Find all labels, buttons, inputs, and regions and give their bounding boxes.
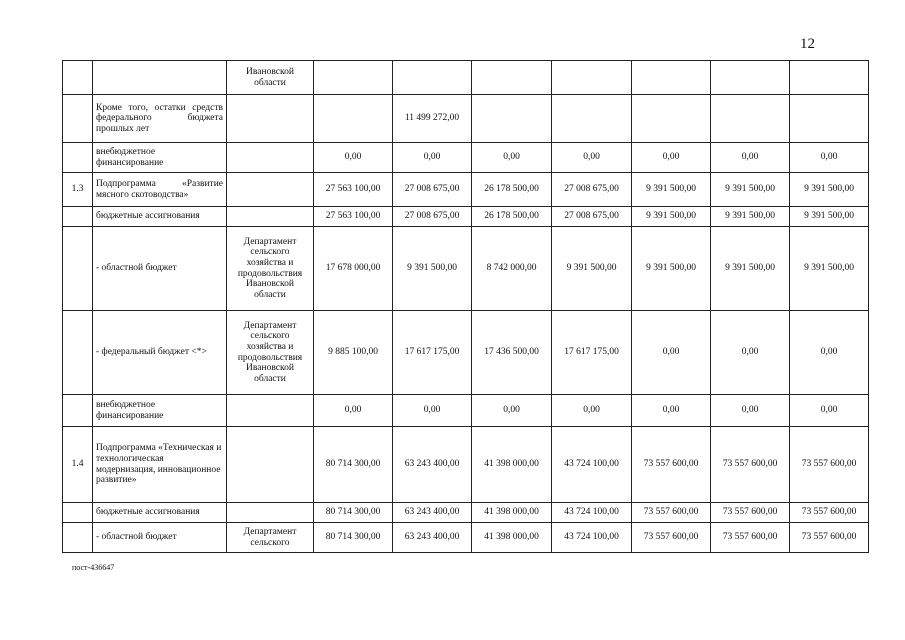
amount-cell: 9 885 100,00 xyxy=(314,311,393,395)
amount-cell xyxy=(632,95,711,143)
page-number: 12 xyxy=(800,36,815,52)
amount-cell: 0,00 xyxy=(790,395,869,427)
row-index xyxy=(63,503,93,523)
table-row xyxy=(63,95,869,143)
amount-cell: 27 563 100,00 xyxy=(314,173,393,207)
amount-cell: 26 178 500,00 xyxy=(472,173,552,207)
amount-cell: 0,00 xyxy=(790,311,869,395)
amount-cell: 0,00 xyxy=(711,143,790,173)
amount-cell: 0,00 xyxy=(393,395,472,427)
amount-cell: 27 008 675,00 xyxy=(552,207,632,227)
amount-cell: 9 391 500,00 xyxy=(632,173,711,207)
responsible-executor xyxy=(227,95,314,143)
responsible-executor: Департамент сельского хозяйства и продовольствия Ивановской области xyxy=(227,311,314,395)
amount-cell: 27 008 675,00 xyxy=(393,207,472,227)
amount-cell: 0,00 xyxy=(472,143,552,173)
amount-cell xyxy=(552,95,632,143)
amount-cell: 73 557 600,00 xyxy=(632,503,711,523)
amount-cell: 8 742 000,00 xyxy=(472,227,552,311)
amount-cell: 0,00 xyxy=(472,395,552,427)
amount-cell: 80 714 300,00 xyxy=(314,523,393,553)
table-row xyxy=(63,311,869,395)
amount-cell: 73 557 600,00 xyxy=(790,523,869,553)
amount-cell: 41 398 000,00 xyxy=(472,523,552,553)
amount-cell: 73 557 600,00 xyxy=(632,523,711,553)
table-row xyxy=(63,61,869,95)
amount-cell: 63 243 400,00 xyxy=(393,503,472,523)
amount-cell: 0,00 xyxy=(552,143,632,173)
amount-cell xyxy=(632,61,711,95)
amount-cell: 17 617 175,00 xyxy=(552,311,632,395)
amount-cell: 27 008 675,00 xyxy=(552,173,632,207)
amount-cell xyxy=(472,61,552,95)
amount-cell: 73 557 600,00 xyxy=(711,427,790,503)
table-row xyxy=(63,173,869,207)
responsible-executor: Департамент сельского xyxy=(227,523,314,553)
table-row xyxy=(63,523,869,553)
row-description: Подпрограмма «Развитие мясного скотоводства» xyxy=(93,173,227,207)
amount-cell: 43 724 100,00 xyxy=(552,427,632,503)
amount-cell: 73 557 600,00 xyxy=(790,427,869,503)
amount-cell xyxy=(711,95,790,143)
table-row xyxy=(63,227,869,311)
table-row xyxy=(63,503,869,523)
table-row xyxy=(63,427,869,503)
amount-cell: 63 243 400,00 xyxy=(393,427,472,503)
row-description: бюджетные ассигнования xyxy=(93,503,227,523)
row-description xyxy=(93,61,227,95)
amount-cell: 27 563 100,00 xyxy=(314,207,393,227)
table-row xyxy=(63,207,869,227)
budget-table xyxy=(62,60,869,553)
amount-cell: 9 391 500,00 xyxy=(711,227,790,311)
row-index xyxy=(63,227,93,311)
amount-cell: 27 008 675,00 xyxy=(393,173,472,207)
amount-cell: 0,00 xyxy=(711,311,790,395)
amount-cell xyxy=(711,61,790,95)
row-description: бюджетные ассигнования xyxy=(93,207,227,227)
row-index xyxy=(63,311,93,395)
amount-cell: 9 391 500,00 xyxy=(393,227,472,311)
amount-cell: 9 391 500,00 xyxy=(632,227,711,311)
amount-cell: 73 557 600,00 xyxy=(790,503,869,523)
amount-cell: 73 557 600,00 xyxy=(711,523,790,553)
amount-cell: 80 714 300,00 xyxy=(314,503,393,523)
amount-cell xyxy=(393,61,472,95)
amount-cell: 9 391 500,00 xyxy=(790,207,869,227)
amount-cell: 17 617 175,00 xyxy=(393,311,472,395)
amount-cell: 43 724 100,00 xyxy=(552,503,632,523)
row-index xyxy=(63,143,93,173)
amount-cell: 17 678 000,00 xyxy=(314,227,393,311)
amount-cell: 0,00 xyxy=(632,395,711,427)
amount-cell: 0,00 xyxy=(393,143,472,173)
amount-cell: 80 714 300,00 xyxy=(314,427,393,503)
amount-cell xyxy=(314,95,393,143)
amount-cell: 0,00 xyxy=(632,143,711,173)
responsible-executor: Департамент сельского хозяйства и продовольствия Ивановской области xyxy=(227,227,314,311)
amount-cell: 0,00 xyxy=(314,395,393,427)
row-description: - областной бюджет xyxy=(93,227,227,311)
row-index xyxy=(63,395,93,427)
amount-cell: 11 499 272,00 xyxy=(393,95,472,143)
amount-cell: 43 724 100,00 xyxy=(552,523,632,553)
row-description: внебюджетное финансирование xyxy=(93,143,227,173)
amount-cell: 41 398 000,00 xyxy=(472,503,552,523)
amount-cell: 0,00 xyxy=(314,143,393,173)
amount-cell: 9 391 500,00 xyxy=(711,207,790,227)
amount-cell: 26 178 500,00 xyxy=(472,207,552,227)
amount-cell xyxy=(790,61,869,95)
row-index: 1.3 xyxy=(63,173,93,207)
amount-cell: 17 436 500,00 xyxy=(472,311,552,395)
amount-cell: 9 391 500,00 xyxy=(552,227,632,311)
row-description: - федеральный бюджет <*> xyxy=(93,311,227,395)
amount-cell xyxy=(314,61,393,95)
amount-cell xyxy=(790,95,869,143)
responsible-executor: Ивановской области xyxy=(227,61,314,95)
responsible-executor xyxy=(227,143,314,173)
table-row xyxy=(63,143,869,173)
amount-cell: 0,00 xyxy=(632,311,711,395)
responsible-executor xyxy=(227,207,314,227)
amount-cell: 73 557 600,00 xyxy=(711,503,790,523)
amount-cell: 9 391 500,00 xyxy=(711,173,790,207)
row-index xyxy=(63,95,93,143)
table-row xyxy=(63,395,869,427)
responsible-executor xyxy=(227,503,314,523)
amount-cell xyxy=(472,95,552,143)
amount-cell: 0,00 xyxy=(711,395,790,427)
amount-cell: 9 391 500,00 xyxy=(790,173,869,207)
row-description: Подпрограмма «Техническая и технологическая модернизация, инновационное развитие» xyxy=(93,427,227,503)
amount-cell: 9 391 500,00 xyxy=(790,227,869,311)
amount-cell xyxy=(552,61,632,95)
row-description: внебюджетное финансирование xyxy=(93,395,227,427)
row-description: Кроме того, остатки средств федерального бюджета прошлых лет xyxy=(93,95,227,143)
responsible-executor xyxy=(227,173,314,207)
amount-cell: 63 243 400,00 xyxy=(393,523,472,553)
responsible-executor xyxy=(227,427,314,503)
amount-cell: 9 391 500,00 xyxy=(632,207,711,227)
row-description: - областной бюджет xyxy=(93,523,227,553)
responsible-executor xyxy=(227,395,314,427)
row-index xyxy=(63,207,93,227)
amount-cell: 0,00 xyxy=(790,143,869,173)
document-code: пост-436647 xyxy=(72,563,115,572)
row-index: 1.4 xyxy=(63,427,93,503)
row-index xyxy=(63,523,93,553)
amount-cell: 73 557 600,00 xyxy=(632,427,711,503)
amount-cell: 0,00 xyxy=(552,395,632,427)
row-index xyxy=(63,61,93,95)
amount-cell: 41 398 000,00 xyxy=(472,427,552,503)
